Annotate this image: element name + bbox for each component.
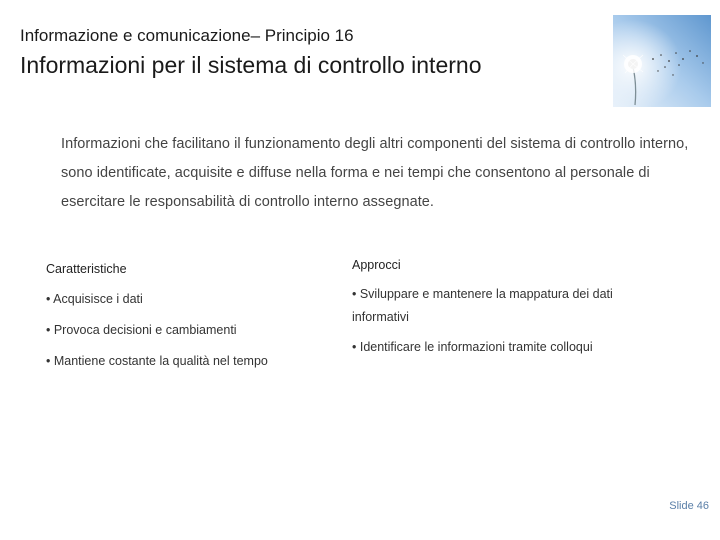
approaches-column xyxy=(352,258,672,359)
characteristic-item: • Acquisisce i dati xyxy=(46,292,143,306)
dandelion-sky-image xyxy=(613,15,711,107)
slide-number: Slide 46 xyxy=(669,500,709,512)
approaches-heading: Approcci xyxy=(352,258,401,272)
slide-subtitle: Informazione e comunicazione– Principio 16 xyxy=(20,26,354,45)
intro-paragraph: Informazioni che facilitano il funzionamento degli altri componenti del sistema di controllo interno, sono identificate, acquisite e diffuse nella forma e nei tempi che consentono al personale di esercitare le responsabilità di controllo interno assegnate. xyxy=(61,136,689,210)
slide-title: Informazioni per il sistema di controllo interno xyxy=(20,52,482,78)
dandelion-icon xyxy=(613,15,711,107)
characteristics-column xyxy=(46,262,291,373)
characteristic-item: • Mantiene costante la qualità nel tempo xyxy=(46,354,268,368)
approach-item: • Sviluppare e mantenere la mappatura dei dati informativi xyxy=(352,287,613,324)
characteristics-heading: Caratteristiche xyxy=(46,262,127,276)
characteristic-item: • Provoca decisioni e cambiamenti xyxy=(46,323,237,337)
approach-item: • Identificare le informazioni tramite colloqui xyxy=(352,340,593,354)
